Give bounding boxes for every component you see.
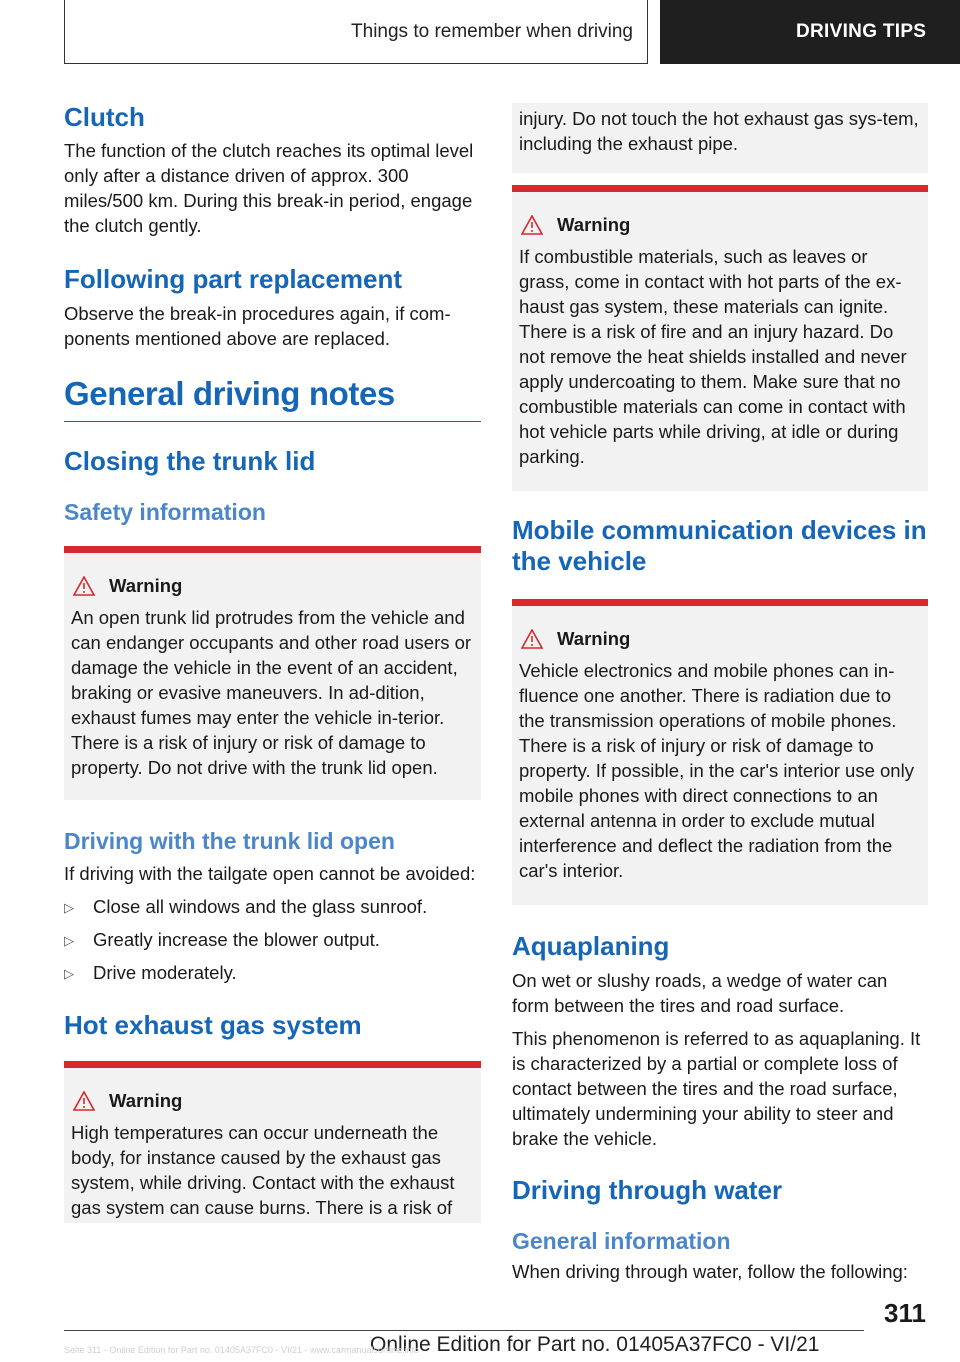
list-item: ▷ Close all windows and the glass sunroof.: [64, 894, 481, 920]
edition-text: Online Edition for Part no. 01405A37FC0 - VI/21: [370, 1333, 820, 1356]
list-item: ▷ Greatly increase the blower output.: [64, 927, 481, 953]
warning-triangle-icon: [521, 215, 543, 235]
mobile-heading: Mobile communication devices in the vehicle: [512, 515, 927, 576]
warning-box-continued: [512, 103, 928, 173]
aquaplaning-heading: Aquaplaning: [512, 931, 670, 961]
warning-triangle-icon: [73, 576, 95, 596]
clutch-paragraph: The function of the clutch reaches its optimal level only after a distance driven of approx. 300 miles/500 km. During this break-in period, engage the clutch gently.: [64, 140, 474, 236]
triangle-bullet-icon: ▷: [64, 933, 74, 948]
aquaplaning-paragraph-1: On wet or slushy roads, a wedge of water can form between the tires and road surface.: [512, 970, 888, 1016]
aquaplaning-paragraph-2: This phenomenon is referred to as aquaplaning. It is characterized by a partial or complete loss of contact between the tires and the road surface, ultimately undermining your ability to steer and brake the vehicle.: [512, 1028, 921, 1149]
warning-header: [519, 214, 921, 236]
warning-triangle-icon: [73, 1091, 95, 1111]
warning-text: If combustible materials, such as leaves or grass, come in contact with hot parts of the ex‐haust gas system, these materials can ignite. There is a risk of fire and an injury hazard. Do not remove the heat shields installed and never apply undercoating to them. Make sure that no combustible materials can come in contact with hot vehicle parts while driving, at idle or during parking.: [519, 246, 907, 467]
safety-heading: Safety information: [64, 499, 266, 525]
warning-text: High temperatures can occur underneath the body, for instance caused by the exhaust gas system, while driving. Contact with the exhaust gas system can cause burns. There is a risk of: [71, 1122, 455, 1218]
replacement-paragraph: Observe the break-in procedures again, if com‐ponents mentioned above are replaced.: [64, 303, 451, 349]
header-section-title: [64, 0, 648, 64]
clutch-heading: Clutch: [64, 102, 145, 132]
trunk-heading: Closing the trunk lid: [64, 446, 316, 476]
open-trunk-heading: Driving with the trunk lid open: [64, 828, 395, 854]
warning-header: [519, 628, 921, 650]
open-trunk-paragraph: If driving with the tailgate open cannot be avoided:: [64, 863, 476, 884]
right-column: [512, 103, 928, 1284]
triangle-bullet-icon: ▷: [64, 900, 74, 915]
page-number: 311: [884, 1298, 926, 1328]
edition-line: [370, 1333, 819, 1357]
warning-box-mobile: [512, 599, 928, 905]
chapter-title-text: DRIVING TIPS: [796, 21, 927, 42]
warning-label: Warning: [109, 1090, 183, 1111]
warning-text: Vehicle electronics and mobile phones can in‐fluence one another. There is radiation due to the transmission operations of mobile phones. There is a risk of injury or risk of damage to property. If possible, in the car's interior use only mobile phones with direct connections to an external antenna in order to exclude mutual interference and deflect the radiation from the car's interior.: [519, 660, 914, 881]
section-title-text: Things to remember when driving: [351, 20, 633, 42]
warning-header: [71, 575, 474, 597]
warning-label: Warning: [557, 214, 631, 235]
replacement-heading: Following part replacement: [64, 264, 403, 294]
warning-text: An open trunk lid protrudes from the vehicle and can endanger occupants and other road users or damage the vehicle in the event of an accident, braking or evasive maneuvers. In ad‐dition, exhaust fumes may enter the vehicle in‐terior. There is a risk of injury or risk of damage to property. Do not drive with the trunk lid open.: [71, 607, 472, 778]
general-info-heading: General information: [512, 1228, 731, 1254]
water-heading: Driving through water: [512, 1175, 783, 1205]
warning-header: [71, 1090, 474, 1112]
warning-label: Warning: [557, 628, 631, 649]
triangle-bullet-icon: ▷: [64, 966, 74, 981]
warning-box-combustible: [512, 185, 928, 491]
footer-divider: [64, 1330, 864, 1331]
warning-box-trunk: [64, 546, 481, 800]
watermark: Seite 311 - Online Edition for Part no. 01405A37FC0 - VI/21 - www.carmanualsonline.info: [64, 1345, 420, 1355]
left-column: [64, 100, 481, 1223]
general-heading-block: [64, 375, 481, 422]
list-item: ▷ Drive moderately.: [64, 960, 481, 986]
exhaust-heading: Hot exhaust gas system: [64, 1010, 362, 1040]
general-heading: General driving notes: [64, 375, 395, 412]
general-info-paragraph: When driving through water, follow the following:: [512, 1261, 908, 1282]
bullet-list: [64, 894, 481, 986]
warning-box-exhaust: [64, 1061, 481, 1223]
warning-triangle-icon: [521, 629, 543, 649]
header-chapter-tab: [660, 0, 960, 64]
warning-label: Warning: [109, 575, 183, 596]
warning-text-continued: injury. Do not touch the hot exhaust gas sys‐tem, including the exhaust pipe.: [519, 108, 919, 154]
